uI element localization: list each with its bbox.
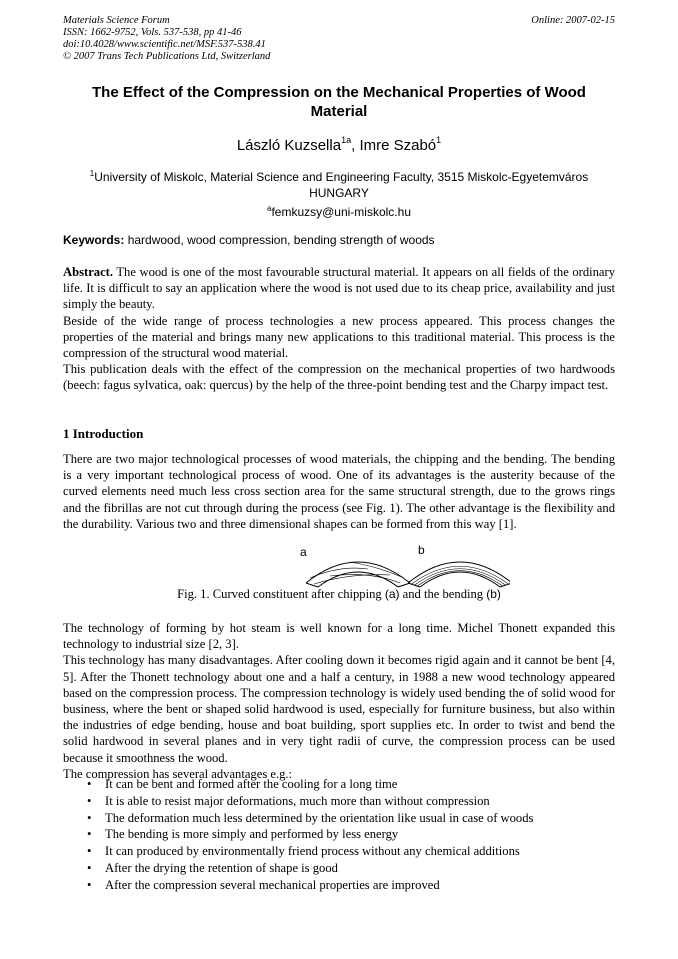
bullet-icon: •: [87, 827, 92, 842]
author-superscript: 1: [436, 135, 442, 145]
body-paragraph: The technology of forming by hot steam is well known for a long time. Michel Thonett expanded this technology to industrial size [2, 3].: [63, 621, 615, 652]
list-item-text: The deformation much less determined by the orientation like usual in case of woods: [105, 810, 534, 825]
bullet-icon: •: [87, 793, 92, 808]
journal-header: [63, 15, 270, 63]
abstract-text: The wood is one of the most favourable structural material. It appears on all fields of the ordinary life. It is difficult to say an application where the wood is not used due to its cheap price, availability and just simply the beauty.: [63, 265, 616, 312]
online-date: Online: 2007-02-15: [531, 15, 615, 26]
author-list: [63, 135, 615, 154]
abstract-paragraph: Beside of the wide range of process technologies a new process appeared. This process changes the properties of the material and brings many new applications to this traditional material. This process is the compression of the structural wood material.: [63, 313, 615, 361]
section-heading: 1 Introduction: [63, 426, 144, 441]
curved-constituents-drawing: [290, 545, 510, 590]
author-separator: ,: [351, 137, 360, 154]
list-item: [63, 877, 615, 894]
affiliation-line: [63, 166, 615, 185]
figure-caption: [63, 587, 615, 602]
bullet-icon: •: [87, 844, 92, 859]
journal-copyright: © 2007 Trans Tech Publications Ltd, Switzerland: [63, 51, 271, 62]
bullet-icon: •: [87, 860, 92, 875]
list-item: [63, 793, 615, 810]
bullet-icon: •: [87, 877, 92, 892]
email-line: [63, 201, 615, 220]
journal-name: Materials Science Forum: [63, 15, 170, 26]
list-item: [63, 826, 615, 843]
email-address: femkuzsy@uni-miskolc.hu: [271, 205, 411, 219]
bullet-icon: •: [87, 810, 92, 825]
figure-1: [290, 545, 510, 590]
body-paragraph: This technology has many disadvantages. After cooling down it becomes rigid again and it cannot be bent [4, 5]. After the Thonett technology about one and a half a century, in 1988 a new wood technology appeared based on the compression process. The compression technology is widely used bending the of solid wood for business, where the bent or shaped solid hardwood is used, especially for furniture business, but also within the industries of edge bending, house and boat building, sport supplies etc. In order to twist and bend the solid hardwood in several planes and in very tight radii of curve, the compression process can be used because it smoothness the wood.: [63, 653, 615, 765]
bent-curve-b: [408, 562, 510, 587]
advantages-list: [63, 776, 615, 894]
abstract-paragraph: This publication deals with the effect of the compression on the mechanical properties of two hardwoods (beech: fagus sylvatica, oak: quercus) by the help of the three-point bending test and the Charpy impact test.: [63, 362, 615, 393]
keywords: [63, 233, 435, 247]
list-item-text: The bending is more simply and performed by less energy: [105, 827, 399, 842]
list-item: [63, 843, 615, 860]
figure-label-b: b: [418, 543, 425, 557]
caption-text: Fig. 1. Curved constituent after chipping: [177, 587, 385, 601]
journal-doi: doi:10.4028/www.scientific.net/MSF.537-538.41: [63, 39, 266, 50]
abstract-paragraph: [63, 264, 615, 313]
affiliation-country: HUNGARY: [309, 186, 369, 200]
chipped-curve-a: [306, 562, 410, 587]
keywords-text: hardwood, wood compression, bending strength of woods: [127, 233, 435, 247]
list-item-text: After the drying the retention of shape is good: [105, 860, 338, 875]
list-item-text: It can produced by environmentally friend process without any chemical additions: [105, 844, 520, 859]
author-superscript: 1a: [341, 135, 352, 145]
body-paragraph: The compression has several advantages e.g.:: [63, 766, 293, 781]
author-name: Imre Szabó: [359, 137, 437, 154]
abstract-label: Abstract.: [63, 265, 114, 279]
list-item: [63, 776, 615, 793]
keywords-label: Keywords:: [63, 233, 125, 247]
body-text: [63, 620, 615, 782]
list-item: [63, 810, 615, 827]
caption-text: and the bending: [399, 587, 487, 601]
caption-ref-b: (b): [486, 587, 501, 601]
affiliation-text: University of Miskolc, Material Science and Engineering Faculty, 3515 Miskolc-Egyetemváros: [94, 170, 589, 184]
author-name: László Kuzsella: [236, 137, 342, 154]
list-item: [63, 860, 615, 877]
list-item-text: It can be bent and formed after the cooling for a long time: [105, 777, 398, 791]
journal-issn: ISSN: 1662-9752, Vols. 537-538, pp 41-46: [63, 27, 242, 38]
list-item-text: After the compression several mechanical properties are improved: [105, 877, 440, 892]
abstract: [63, 264, 615, 394]
affiliation-superscript: 1: [89, 169, 95, 178]
affiliation: [63, 166, 615, 220]
bullet-icon: •: [87, 777, 92, 791]
intro-paragraph: There are two major technological processes of wood materials, the chipping and the bending. The bending is a very important technological process of wood. One of its advantages is the austerity because of the curved elements need much less cross section area for the same structural strength, due to the grows rings and the fibrillas are not cut through during the process (see Fig. 1). The other advantage is the flexibility and the durability. Various two and three dimensional shapes can be formed from this way [1].: [63, 452, 615, 531]
paper-title: The Effect of the Compression on the Mechanical Properties of Wood Material: [92, 84, 586, 120]
caption-ref-a: (a): [384, 587, 400, 601]
list-item-text: It is able to resist major deformations, much more than without compression: [105, 793, 490, 808]
figure-label-a: a: [300, 545, 307, 559]
email-superscript: a: [266, 204, 272, 213]
